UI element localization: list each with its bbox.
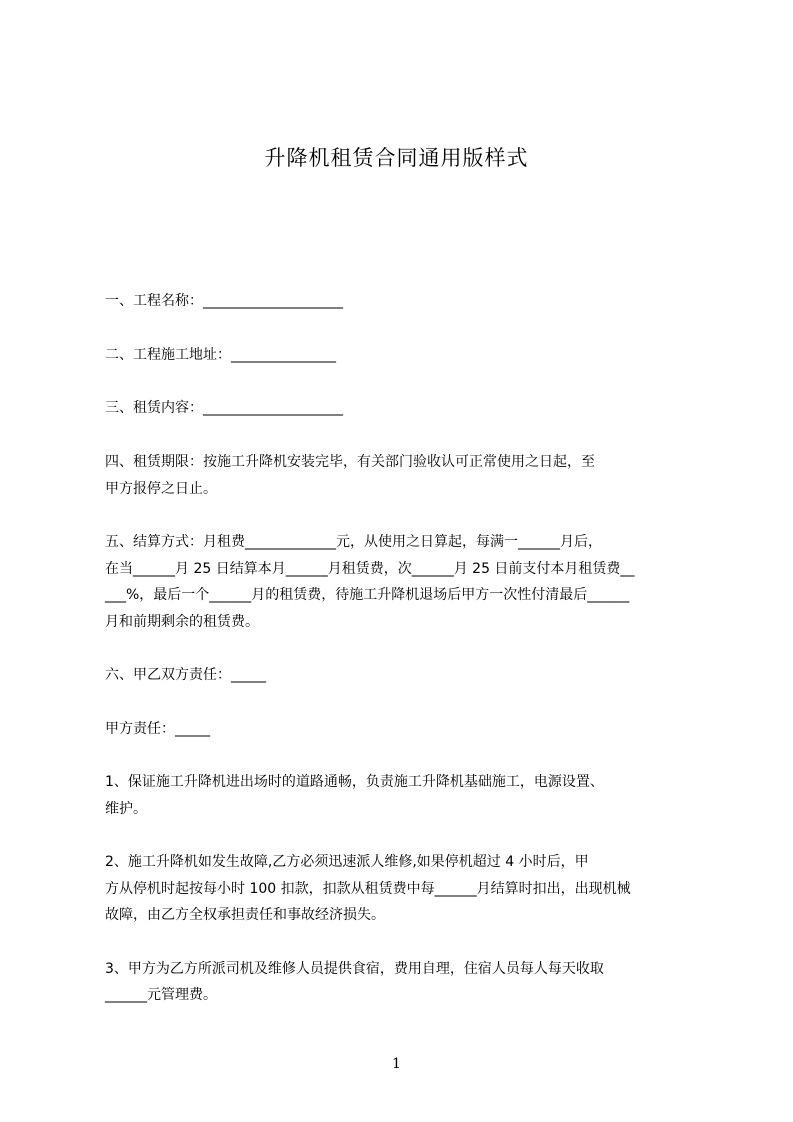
clause-lease-content: 三、租赁内容：____________________ — [105, 400, 343, 416]
clause-settlement-line-1: 五、结算方式：月租费_____________元，从使用之日算起，每满一______月后， — [105, 534, 602, 550]
item-2-line-1: 2、施工升降机如发生故障,乙方必须迅速派人维修,如果停机超过 4 小时后，甲 — [105, 854, 589, 870]
clause-lease-period-line-1: 四、租赁期限：按施工升降机安装完毕，有关部门验收认可正常使用之日起，至 — [105, 454, 595, 470]
item-2-line-2: 方从停机时起按每小时 100 扣款，扣款从租赁费中每______月结算时扣出，出现机械 — [105, 881, 631, 897]
item-2-line-3: 故障，由乙方全权承担责任和事故经济损失。 — [105, 907, 385, 923]
item-1-line-1: 1、保证施工升降机进出场时的道路通畅，负责施工升降机基础施工，电源设置、 — [105, 774, 604, 790]
clause-project-address: 二、工程施工地址：_______________ — [105, 347, 336, 363]
item-3-line-2: ______元管理费。 — [105, 987, 217, 1003]
clause-responsibilities: 六、甲乙双方责任：_____ — [105, 667, 266, 683]
clause-project-name: 一、工程名称：____________________ — [105, 293, 343, 309]
clause-settlement-line-3: ___%，最后一个______月的租赁费，待施工升降机退场后甲方一次性付清最后______ — [105, 587, 630, 603]
item-3-line-1: 3、甲方为乙方所派司机及维修人员提供食宿，费用自理，住宿人员每人每天收取 — [105, 961, 604, 977]
item-1-line-2: 维护。 — [105, 801, 147, 817]
party-a-responsibilities: 甲方责任：_____ — [105, 721, 210, 737]
clause-settlement-line-4: 月和前期剩余的租赁费。 — [105, 614, 259, 630]
document-title: 升降机租赁合同通用版样式 — [264, 146, 529, 170]
clause-lease-period-line-2: 甲方报停之日止。 — [105, 481, 217, 497]
clause-settlement-line-2: 在当______月 25 日结算本月______月租赁费，次______月 25 日前支付本月租赁费__ — [105, 561, 635, 577]
page-number: 1 — [392, 1056, 401, 1072]
